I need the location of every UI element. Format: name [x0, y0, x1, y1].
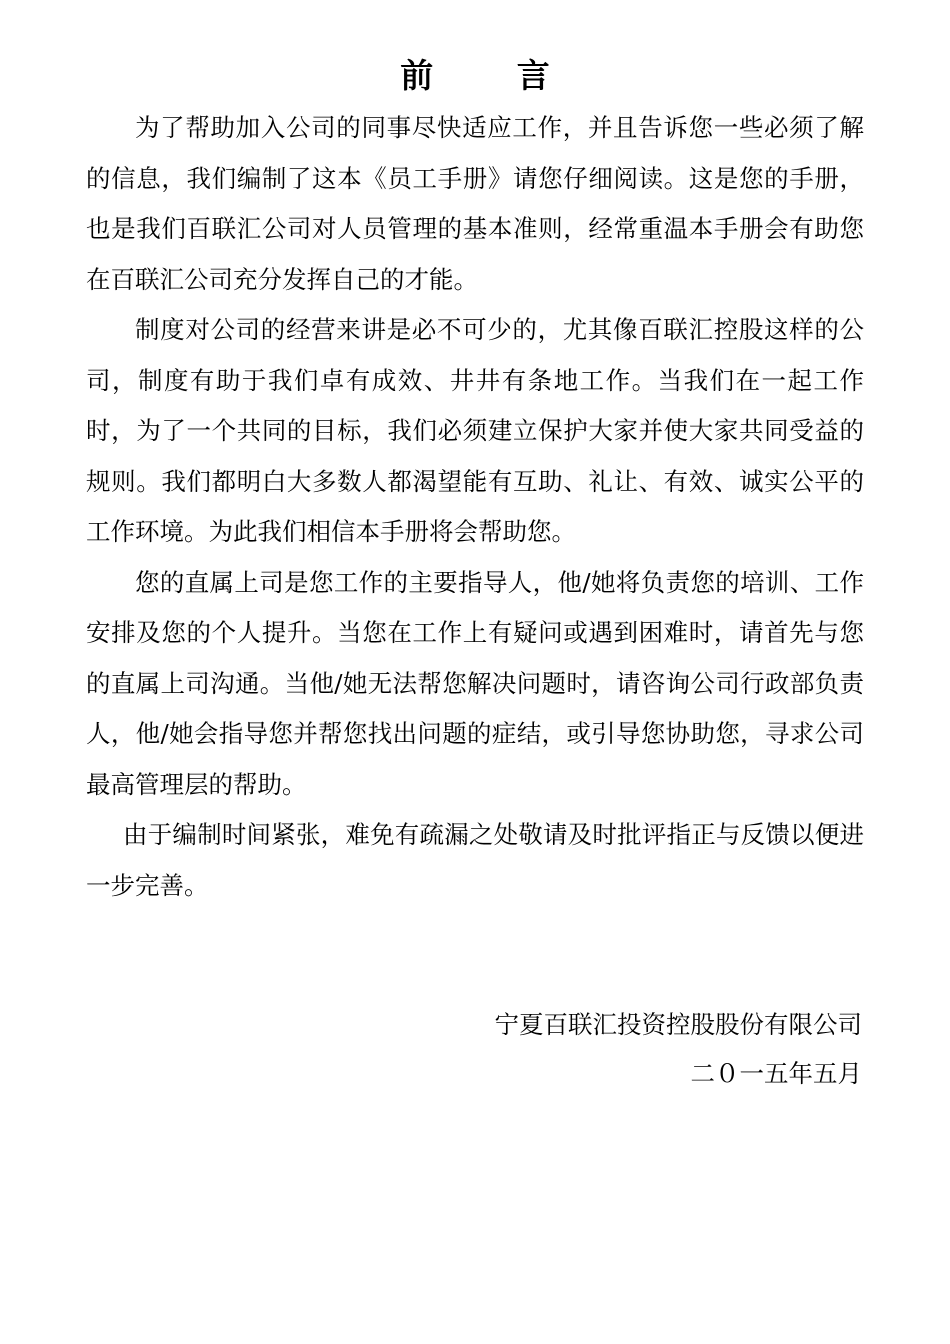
paragraph-rules: 制度对公司的经营来讲是必不可少的，尤其像百联汇控股这样的公司，制度有助于我们卓有成效、井井有条地工作。当我们在一起工作时，为了一个共同的目标，我们必须建立保护大家并使大家共同受益的规则。我们都明白大多数人都渴望能有互助、礼让、有效、诚实公平的工作环境。为此我们相信本手册将会帮助您。 [86, 315, 864, 546]
paragraph-intro: 为了帮助加入公司的同事尽快适应工作，并且告诉您一些必须了解的信息，我们编制了这本《员工手册》请您仔细阅读。这是您的手册，也是我们百联汇公司对人员管理的基本准则，经常重温本手册会有助您在百联汇公司充分发挥自己的才能。 [86, 113, 864, 294]
paragraph-feedback: 由于编制时间紧张，难免有疏漏之处敬请及时批评指正与反馈以便进一步完善。 [86, 820, 864, 900]
page-title: 前 言 [400, 56, 586, 95]
signature-company: 宁夏百联汇投资控股股份有限公司 [494, 1010, 862, 1039]
paragraph-supervisor: 您的直属上司是您工作的主要指导人，他/她将负责您的培训、工作安排及您的个人提升。当您在工作上有疑问或遇到困难时，请首先与您的直属上司沟通。当他/她无法帮您解决问题时，请咨询公司行政部负责人，他/她会指导您并帮您找出问题的症结，或引导您协助您，寻求公司最高管理层的帮助。 [86, 567, 864, 799]
signature-date: 二０一五年五月 [690, 1059, 862, 1088]
document-body [86, 103, 864, 911]
signature-block [495, 1000, 863, 1098]
